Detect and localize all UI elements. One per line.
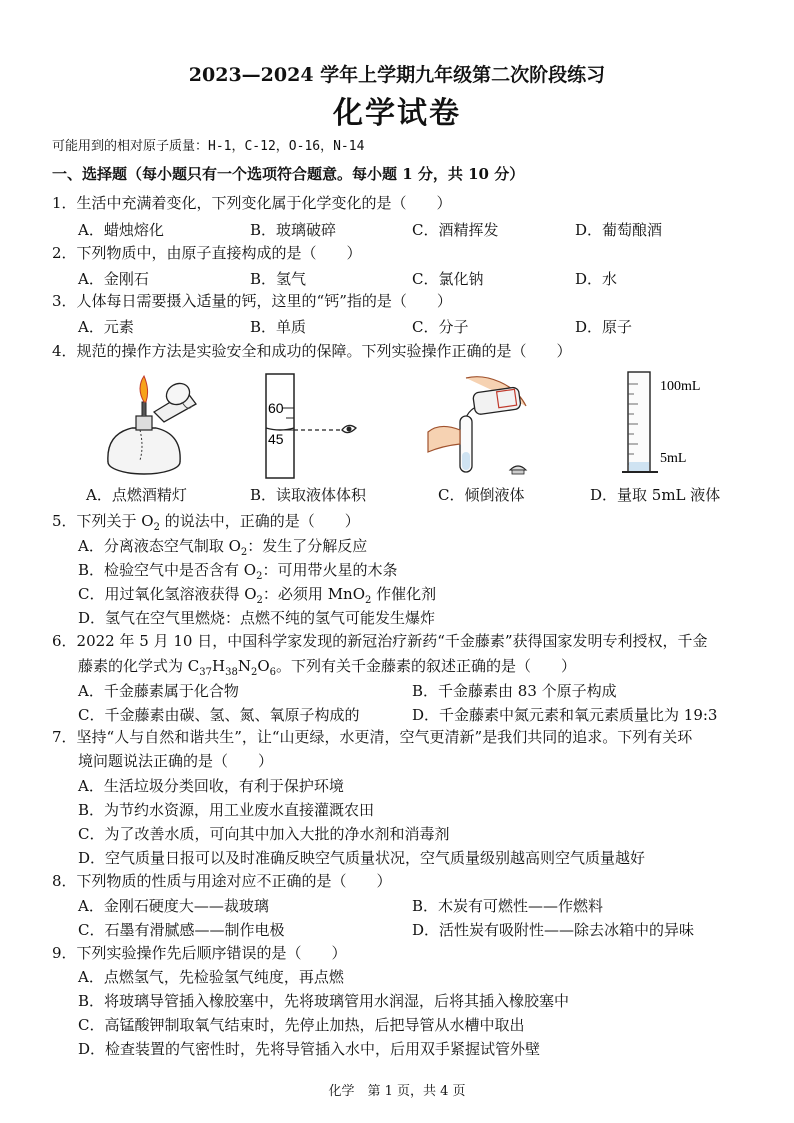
question-1-stem: 1．生活中充满着变化，下列变化属于化学变化的是（ ） [52, 194, 452, 212]
question-1-option-a: A．蜡烛熔化 [78, 221, 164, 239]
question-9-option-c: C．高锰酸钾制取氧气结束时，先停止加热，后把导管从水槽中取出 [78, 1016, 525, 1034]
question-2-option-c: C．氯化钠 [412, 270, 484, 288]
question-5-stem: 5．下列关于 $O_2$ 的说法中，正确的是（ ） [52, 512, 360, 533]
pouring-liquid-figure [418, 372, 538, 480]
question-5-option-a: A．分离液态空气制取 $O_2$：发生了分解反应 [78, 537, 368, 558]
exam-title: 2023—2024 学年上学期九年级第二次阶段练习 [188, 64, 606, 86]
question-3-stem: 3．人体每日需要摄入适量的钙，这里的“钙”指的是（ ） [52, 292, 452, 310]
cylinder-mark-100ml: 100mL [660, 379, 701, 394]
question-3-option-a: A．元素 [78, 318, 134, 336]
question-9-option-d: D．检查装置的气密性时，先将导管插入水中，后用双手紧握试管外壁 [78, 1040, 541, 1058]
question-6-option-d: D．千金藤素中氮元素和氧元素质量比为 19:3 [412, 706, 718, 724]
alcohol-lamp-figure [92, 372, 202, 480]
question-6-option-c: C．千金藤素由碳、氢、氮、氧原子构成的 [78, 706, 360, 724]
question-7-option-a: A．生活垃圾分类回收，有利于保护环境 [78, 777, 344, 795]
question-7-option-d: D．空气质量日报可以及时准确反映空气质量状况，空气质量级别越高则空气质量越好 [78, 849, 646, 867]
question-8-option-a: A．金刚石硬度大——裁玻璃 [78, 897, 269, 915]
question-4-option-d: D．量取 5mL 液体 [590, 486, 721, 504]
question-2-option-a: A．金刚石 [78, 270, 149, 288]
question-3-option-c: C．分子 [412, 318, 469, 336]
question-8-option-b: B．木炭有可燃性——作燃料 [412, 897, 604, 915]
question-9-stem: 9．下列实验操作先后顺序错误的是（ ） [52, 944, 347, 962]
question-5-option-c: C．用过氧化氢溶液获得 $O_2$：必须用 MnO$_2$ 作催化剂 [78, 585, 437, 606]
question-9-option-a: A．点燃氢气，先检验氢气纯度，再点燃 [78, 968, 344, 986]
cylinder-mark-45: 45 [268, 431, 284, 447]
question-5-option-b: B．检验空气中是否含有 $O_2$：可用带火星的木条 [78, 561, 398, 582]
question-2-option-b: B．氢气 [250, 270, 307, 288]
question-2-option-d: D．水 [575, 270, 618, 288]
question-5-option-d: D．氢气在空气里燃烧：点燃不纯的氢气可能发生爆炸 [78, 609, 436, 627]
question-4-option-b: B．读取液体体积 [250, 486, 367, 504]
question-4-option-c: C．倾倒液体 [438, 486, 525, 504]
question-6-option-b: B．千金藤素由 83 个原子构成 [412, 682, 617, 700]
atomic-mass-note: 可能用到的相对原子质量：H-1，C-12，O-16，N-14 [52, 139, 365, 154]
question-7-line-2: 境问题说法正确的是（ ） [78, 752, 274, 770]
question-3-option-b: B．单质 [250, 318, 307, 336]
question-4-option-a: A．点燃酒精灯 [86, 486, 187, 504]
question-6-option-a: A．千金藤素属于化合物 [78, 682, 239, 700]
question-3-option-d: D．原子 [575, 318, 633, 336]
cylinder-mark-5ml: 5mL [660, 451, 687, 466]
question-1-option-d: D．葡萄酿酒 [575, 221, 663, 239]
question-1-option-c: C．酒精挥发 [412, 221, 499, 239]
question-8-stem: 8．下列物质的性质与用途对应不正确的是（ ） [52, 872, 392, 890]
question-6-line-2: 藤素的化学式为 $C_{37}H_{38}N_2O_6$。下列有关千金藤素的叙述正确的是（ ） [78, 657, 577, 678]
question-2-stem: 2．下列物质中，由原子直接构成的是（ ） [52, 244, 362, 262]
question-4-stem: 4．规范的操作方法是实验安全和成功的保障。下列实验操作正确的是（ ） [52, 342, 572, 360]
cylinder-mark-60: 60 [268, 400, 284, 416]
question-6-line-1: 6．2022 年 5 月 10 日，中国科学家发现的新冠治疗新药“千金藤素”获得国家发明专利授权，千金 [52, 632, 708, 650]
question-7-line-1: 7．坚持“人与自然和谐共生”，让“山更绿，水更清，空气更清新”是我们共同的追求。下列有关环 [52, 728, 693, 746]
question-1-option-b: B．玻璃破碎 [250, 221, 337, 239]
exam-subtitle: 化学试卷 [333, 96, 461, 131]
question-8-option-c: C．石墨有滑腻感——制作电极 [78, 921, 285, 939]
question-9-option-b: B．将玻璃导管插入橡胶塞中，先将玻璃管用水润湿，后将其插入橡胶塞中 [78, 992, 570, 1010]
question-7-option-c: C．为了改善水质，可向其中加入大批的净水剂和消毒剂 [78, 825, 450, 843]
measuring-cylinder-figure [620, 370, 740, 482]
page-footer: 化学 第 1 页，共 4 页 [328, 1084, 466, 1099]
cylinder-reading-figure [252, 372, 362, 480]
section-heading: 一、选择题（每小题只有一个选项符合题意。每小题 1 分，共 10 分） [52, 165, 525, 183]
question-8-option-d: D．活性炭有吸附性——除去冰箱中的异味 [412, 921, 695, 939]
question-7-option-b: B．为节约水资源，用工业废水直接灌溉农田 [78, 801, 375, 819]
